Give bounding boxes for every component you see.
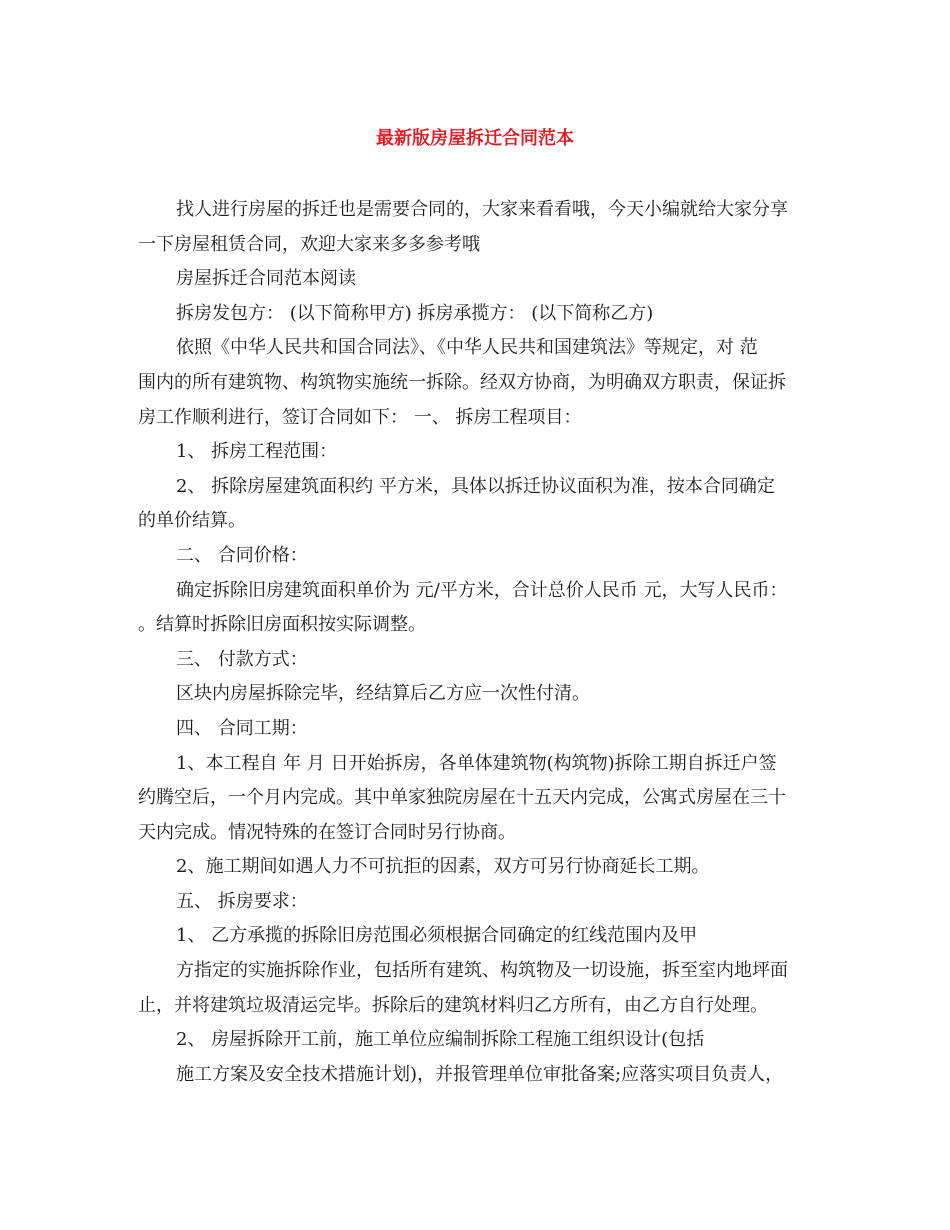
paragraph-line: 。结算时拆除旧房面积按实际调整。 xyxy=(138,614,426,636)
paragraph-line: 约腾空后，一个月内完成。其中单家独院房屋在十五天内完成，公寓式房屋在三十 xyxy=(138,787,786,809)
paragraph-line: 2、 房屋拆除开工前，施工单位应编制拆除工程施工组织设计(包括 xyxy=(176,1029,705,1051)
paragraph-line: 围内的所有建筑物、构筑物实施统一拆除。经双方协商，为明确双方职责，保证拆 xyxy=(138,371,786,393)
paragraph-line: 房工作顺利进行，签订合同如下： 一、 拆房工程项目： xyxy=(138,406,582,428)
paragraph-line: 1、 拆房工程范围： xyxy=(176,441,338,463)
paragraph-line: 找人进行房屋的拆迁也是需要合同的，大家来看看哦，今天小编就给大家分享 xyxy=(176,199,788,220)
paragraph-line: 房屋拆迁合同范本阅读 xyxy=(176,268,356,290)
paragraph-line: 施工方案及安全技术措施计划)，并报管理单位审批备案;应落实项目负责人， xyxy=(176,1063,784,1085)
paragraph-line: 止，并将建筑垃圾清运完毕。拆除后的建筑材料归乙方所有，由乙方自行处理。 xyxy=(138,994,768,1016)
paragraph-line: 三、 付款方式： xyxy=(176,648,308,670)
paragraph-line: 二、 合同价格： xyxy=(176,544,308,566)
paragraph-line: 拆房发包方： (以下简称甲方) 拆房承揽方： (以下简称乙方) xyxy=(176,302,654,324)
paragraph-line: 五、 拆房要求： xyxy=(176,890,308,912)
paragraph-line: 依照《中华人民共和国合同法》、《中华人民共和国建筑法》等规定，对 范 xyxy=(176,337,758,359)
paragraph-line: 1、本工程自 年 月 日开始拆房，各单体建筑物(构筑物)拆除工期自拆迁户签 xyxy=(176,752,777,774)
paragraph-line: 1、 乙方承揽的拆除旧房范围必须根据合同确定的红线范围内及甲 xyxy=(176,925,698,947)
paragraph-line: 确定拆除旧房建筑面积单价为 元/平方米，合计总价人民币 元，大写人民币： xyxy=(176,579,788,601)
paragraph-line: 区块内房屋拆除完毕，经结算后乙方应一次性付清。 xyxy=(176,683,590,705)
paragraph-line: 天内完成。情况特殊的在签订合同时另行协商。 xyxy=(138,821,516,843)
paragraph-line: 2、施工期间如遇人力不可抗拒的因素，双方可另行协商延长工期。 xyxy=(176,856,710,878)
document-body xyxy=(138,193,828,1092)
paragraph-line: 四、 合同工期： xyxy=(176,717,308,739)
paragraph-line: 的单价结算。 xyxy=(138,510,246,532)
paragraph-line: 方指定的实施拆除作业，包括所有建筑、构筑物及一切设施，拆至室内地坪面 xyxy=(176,960,788,982)
document-title: 最新版房屋拆迁合同范本 xyxy=(376,128,574,149)
paragraph-line: 2、 拆除房屋建筑面积约 平方米，具体以拆迁协议面积为准，按本合同确定 xyxy=(176,475,775,497)
paragraph-line: 一下房屋租赁合同，欢迎大家来多多参考哦 xyxy=(138,233,480,255)
